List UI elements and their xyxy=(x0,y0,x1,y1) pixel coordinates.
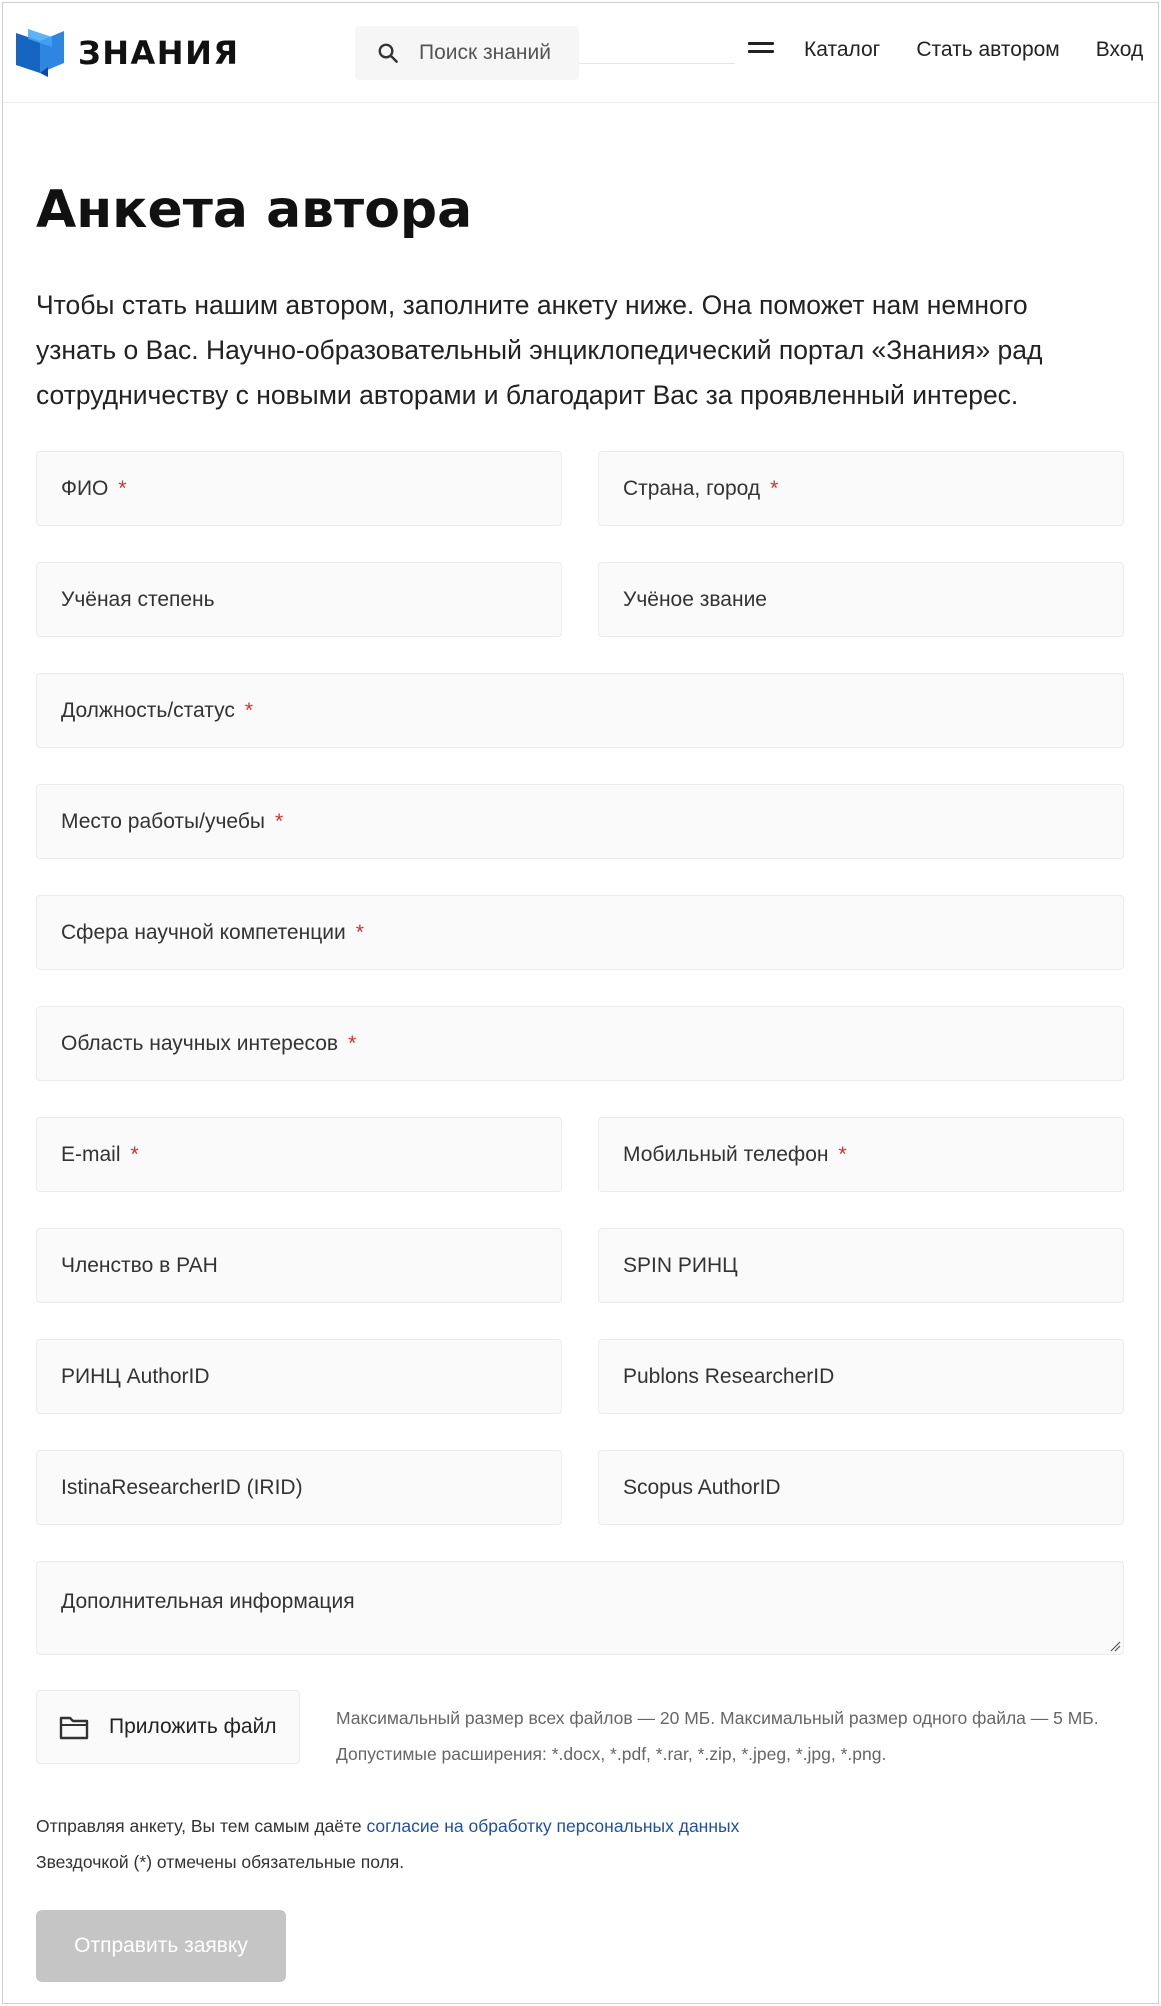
competence-field[interactable] xyxy=(36,895,1124,970)
nav-catalog-link[interactable]: Каталог xyxy=(804,38,881,61)
logo-text: ЗНАНИЯ xyxy=(78,34,240,72)
submit-application-button[interactable]: Отправить заявку xyxy=(36,1910,286,1982)
publons-field[interactable] xyxy=(598,1339,1124,1414)
position-field[interactable] xyxy=(36,673,1124,748)
ran-membership-field[interactable] xyxy=(36,1228,562,1303)
publons-label: Publons ResearcherID xyxy=(623,1364,835,1388)
folder-icon xyxy=(59,1713,89,1741)
page-title: Анкета автора xyxy=(36,180,473,240)
competence-label: Сфера научной компетенции xyxy=(61,920,346,944)
workplace-label: Место работы/учебы xyxy=(61,809,265,833)
spin-rinc-label: SPIN РИНЦ xyxy=(623,1253,738,1277)
interests-label: Область научных интересов xyxy=(61,1031,339,1055)
istina-field[interactable] xyxy=(36,1450,562,1525)
scopus-label: Scopus AuthorID xyxy=(623,1475,781,1499)
academic-title-label: Учёное звание xyxy=(623,587,767,611)
phone-field[interactable] xyxy=(598,1117,1124,1192)
file-extensions-note: Допустимые расширения: *.docx, *.pdf, *.rar, *.zip, *.jpeg, *.jpg, *.png. xyxy=(336,1744,887,1764)
required-mark: * xyxy=(118,476,127,500)
attach-file-label: Приложить файл xyxy=(109,1715,277,1738)
additional-info-textarea[interactable] xyxy=(36,1561,1124,1655)
main-nav xyxy=(748,27,1143,73)
fio-label: ФИО xyxy=(61,476,109,500)
nav-become-author-link[interactable]: Стать автором xyxy=(916,38,1060,61)
phone-label: Мобильный телефон xyxy=(623,1142,829,1166)
hamburger-menu-icon[interactable] xyxy=(748,40,774,60)
email-field[interactable] xyxy=(36,1117,562,1192)
required-mark: * xyxy=(770,476,779,500)
academic-title-field[interactable] xyxy=(598,562,1124,637)
rinc-authorid-field[interactable] xyxy=(36,1339,562,1414)
degree-field[interactable] xyxy=(36,562,562,637)
additional-info-label: Дополнительная информация xyxy=(61,1590,355,1613)
site-header xyxy=(3,3,1158,103)
degree-label: Учёная степень xyxy=(61,587,215,611)
rinc-authorid-label: РИНЦ AuthorID xyxy=(61,1364,210,1388)
position-label: Должность/статус xyxy=(61,698,235,722)
required-mark: * xyxy=(355,920,364,944)
country-city-field[interactable] xyxy=(598,451,1124,526)
interests-field[interactable] xyxy=(36,1006,1124,1081)
required-mark: * xyxy=(274,809,284,833)
workplace-field[interactable] xyxy=(36,784,1124,859)
personal-data-consent-link[interactable]: согласие на обработку персональных данных xyxy=(366,1816,740,1836)
search-input[interactable] xyxy=(419,41,579,65)
spin-rinc-field[interactable] xyxy=(598,1228,1124,1303)
nav-login-link[interactable]: Вход xyxy=(1095,38,1144,61)
resize-handle-icon[interactable] xyxy=(1109,1640,1121,1652)
country-city-label: Страна, город xyxy=(623,476,761,500)
intro-text: Чтобы стать нашим автором, заполните анкету ниже. Она поможет нам немного узнать о Вас. Научно-образовательный энциклопедический портал «Знания» рад сотрудничеству с новыми авторами и благодарит Вас за проявленный интерес. xyxy=(36,290,1043,410)
search-box[interactable] xyxy=(355,26,579,80)
required-mark: * xyxy=(348,1031,357,1055)
required-fields-note: Звездочкой (*) отмечены обязательные поля. xyxy=(36,1852,405,1872)
main-content xyxy=(36,175,1124,418)
book-logo-icon xyxy=(14,27,70,77)
email-label: E-mail xyxy=(61,1142,121,1166)
required-mark: * xyxy=(130,1142,139,1166)
file-size-note: Максимальный размер всех файлов — 20 МБ. Максимальный размер одного файла — 5 МБ. xyxy=(336,1708,1099,1728)
required-mark: * xyxy=(838,1142,847,1166)
attach-file-button[interactable] xyxy=(36,1690,300,1764)
required-mark: * xyxy=(244,698,254,722)
file-restrictions-note xyxy=(336,1700,1099,1772)
fio-field[interactable] xyxy=(36,451,562,526)
consent-block xyxy=(36,1808,739,1880)
logo[interactable] xyxy=(14,27,239,77)
consent-text xyxy=(36,1808,739,1844)
consent-prefix: Отправляя анкету, Вы тем самым даёте xyxy=(36,1816,367,1836)
istina-label: IstinaResearcherID (IRID) xyxy=(61,1475,303,1499)
scopus-field[interactable] xyxy=(598,1450,1124,1525)
search-icon[interactable] xyxy=(377,39,399,67)
ran-membership-label: Членство в РАН xyxy=(61,1253,218,1277)
search-underline xyxy=(579,40,735,64)
